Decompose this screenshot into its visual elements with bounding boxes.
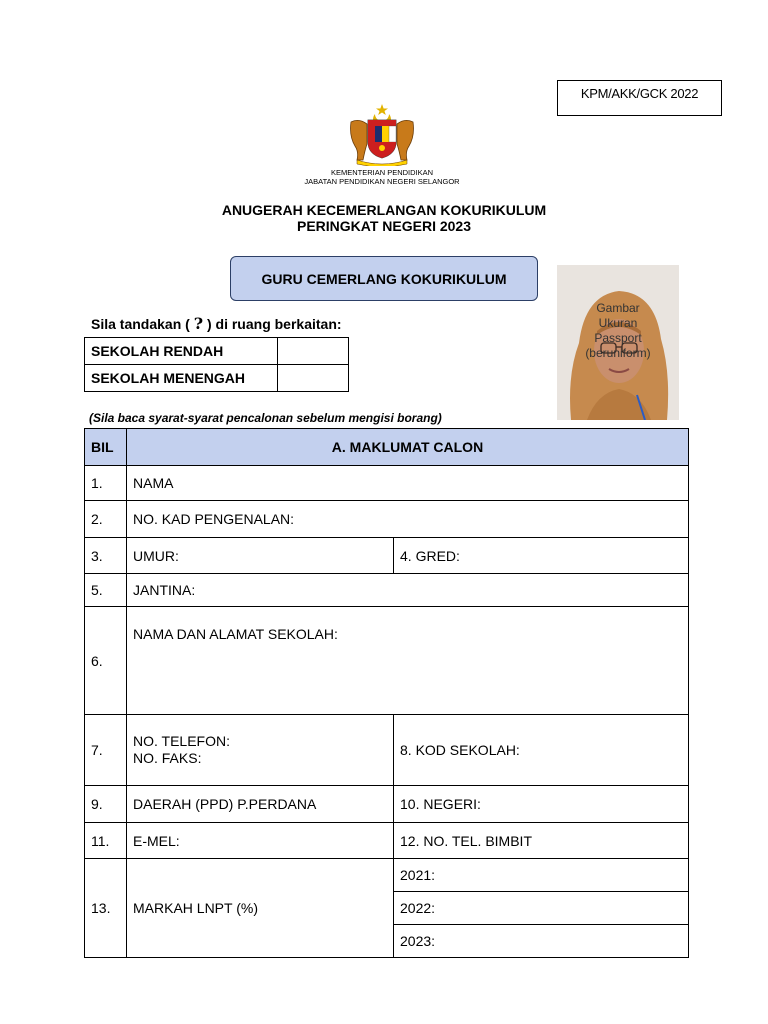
table-header-row — [85, 429, 689, 466]
row-number: 3. — [85, 538, 127, 574]
ministry-name: KEMENTERIAN PENDIDIKAN — [330, 168, 434, 177]
school-level-checkbox[interactable] — [278, 365, 349, 392]
table-row — [85, 466, 689, 501]
candidate-info-table — [84, 428, 689, 958]
instruction-note: (Sila baca syarat-syarat pencalonan sebelum mengisi borang) — [89, 411, 442, 425]
photo-caption-line: (beruniform) — [585, 346, 651, 360]
table-row — [85, 574, 689, 607]
field-emel[interactable]: E-MEL: — [127, 823, 394, 859]
table-row — [85, 607, 689, 715]
row-number: 1. — [85, 466, 127, 501]
school-level-row — [85, 338, 349, 365]
reference-code: KPM/AKK/GCK 2022 — [580, 86, 699, 101]
field-tel-bimbit[interactable]: 12. NO. TEL. BIMBIT — [394, 823, 689, 859]
field-lnpt-2022[interactable]: 2022: — [394, 892, 689, 925]
photo-caption-line: Ukuran — [598, 316, 638, 330]
coat-of-arms-icon — [345, 102, 419, 166]
row-number: 11. — [85, 823, 127, 859]
field-jantina[interactable]: JANTINA: — [127, 574, 689, 607]
field-gred[interactable]: 4. GRED: — [394, 538, 689, 574]
row-number: 6. — [85, 607, 127, 715]
field-kad-pengenalan[interactable]: NO. KAD PENGENALAN: — [127, 501, 689, 538]
table-row — [85, 786, 689, 823]
section-title: A. MAKLUMAT CALON — [127, 429, 689, 466]
reference-code-box — [557, 80, 722, 116]
field-daerah[interactable]: DAERAH (PPD) P.PERDANA — [127, 786, 394, 823]
instruction-after: ) di ruang berkaitan: — [206, 316, 342, 332]
telefon-label: NO. TELEFON: — [133, 733, 230, 749]
row-number: 7. — [85, 715, 127, 786]
award-subtitle: PERINGKAT NEGERI 2023 — [296, 218, 471, 234]
row-number: 9. — [85, 786, 127, 823]
field-lnpt-2023[interactable]: 2023: — [394, 925, 689, 958]
school-level-row — [85, 365, 349, 392]
instruction-text — [91, 314, 342, 333]
category-banner: GURU CEMERLANG KOKURIKULUM — [230, 256, 538, 301]
photo-caption-line: Gambar — [596, 301, 640, 315]
table-row — [85, 501, 689, 538]
photo-caption-line: Passport — [594, 331, 642, 345]
department-name: JABATAN PENDIDIKAN NEGERI SELANGOR — [304, 177, 460, 186]
award-title: ANUGERAH KECEMERLANGAN KOKURIKULUM — [221, 202, 547, 218]
table-row — [85, 715, 689, 786]
field-alamat-sekolah[interactable]: NAMA DAN ALAMAT SEKOLAH: — [127, 607, 689, 715]
passport-photo — [557, 265, 679, 420]
instruction-before: Sila tandakan ( — [91, 316, 190, 332]
table-row — [85, 823, 689, 859]
photo-caption — [557, 301, 679, 361]
col-bil-header: BIL — [85, 429, 127, 466]
field-umur[interactable]: UMUR: — [127, 538, 394, 574]
row-number: 13. — [85, 859, 127, 958]
table-row — [85, 859, 689, 892]
row-number: 5. — [85, 574, 127, 607]
field-markah-lnpt: MARKAH LNPT (%) — [127, 859, 394, 958]
school-level-label: SEKOLAH MENENGAH — [85, 365, 278, 392]
field-nama[interactable]: NAMA — [127, 466, 689, 501]
school-level-checkbox[interactable] — [278, 338, 349, 365]
field-telefon-faks[interactable] — [127, 715, 394, 786]
school-level-label: SEKOLAH RENDAH — [85, 338, 278, 365]
field-kod-sekolah[interactable]: 8. KOD SEKOLAH: — [394, 715, 689, 786]
tick-symbol: ? — [193, 314, 204, 333]
school-level-table — [84, 337, 349, 392]
ministry-logo — [272, 96, 492, 192]
faks-label: NO. FAKS: — [133, 750, 202, 766]
field-lnpt-2021[interactable]: 2021: — [394, 859, 689, 892]
field-negeri[interactable]: 10. NEGERI: — [394, 786, 689, 823]
row-number: 2. — [85, 501, 127, 538]
table-row — [85, 538, 689, 574]
